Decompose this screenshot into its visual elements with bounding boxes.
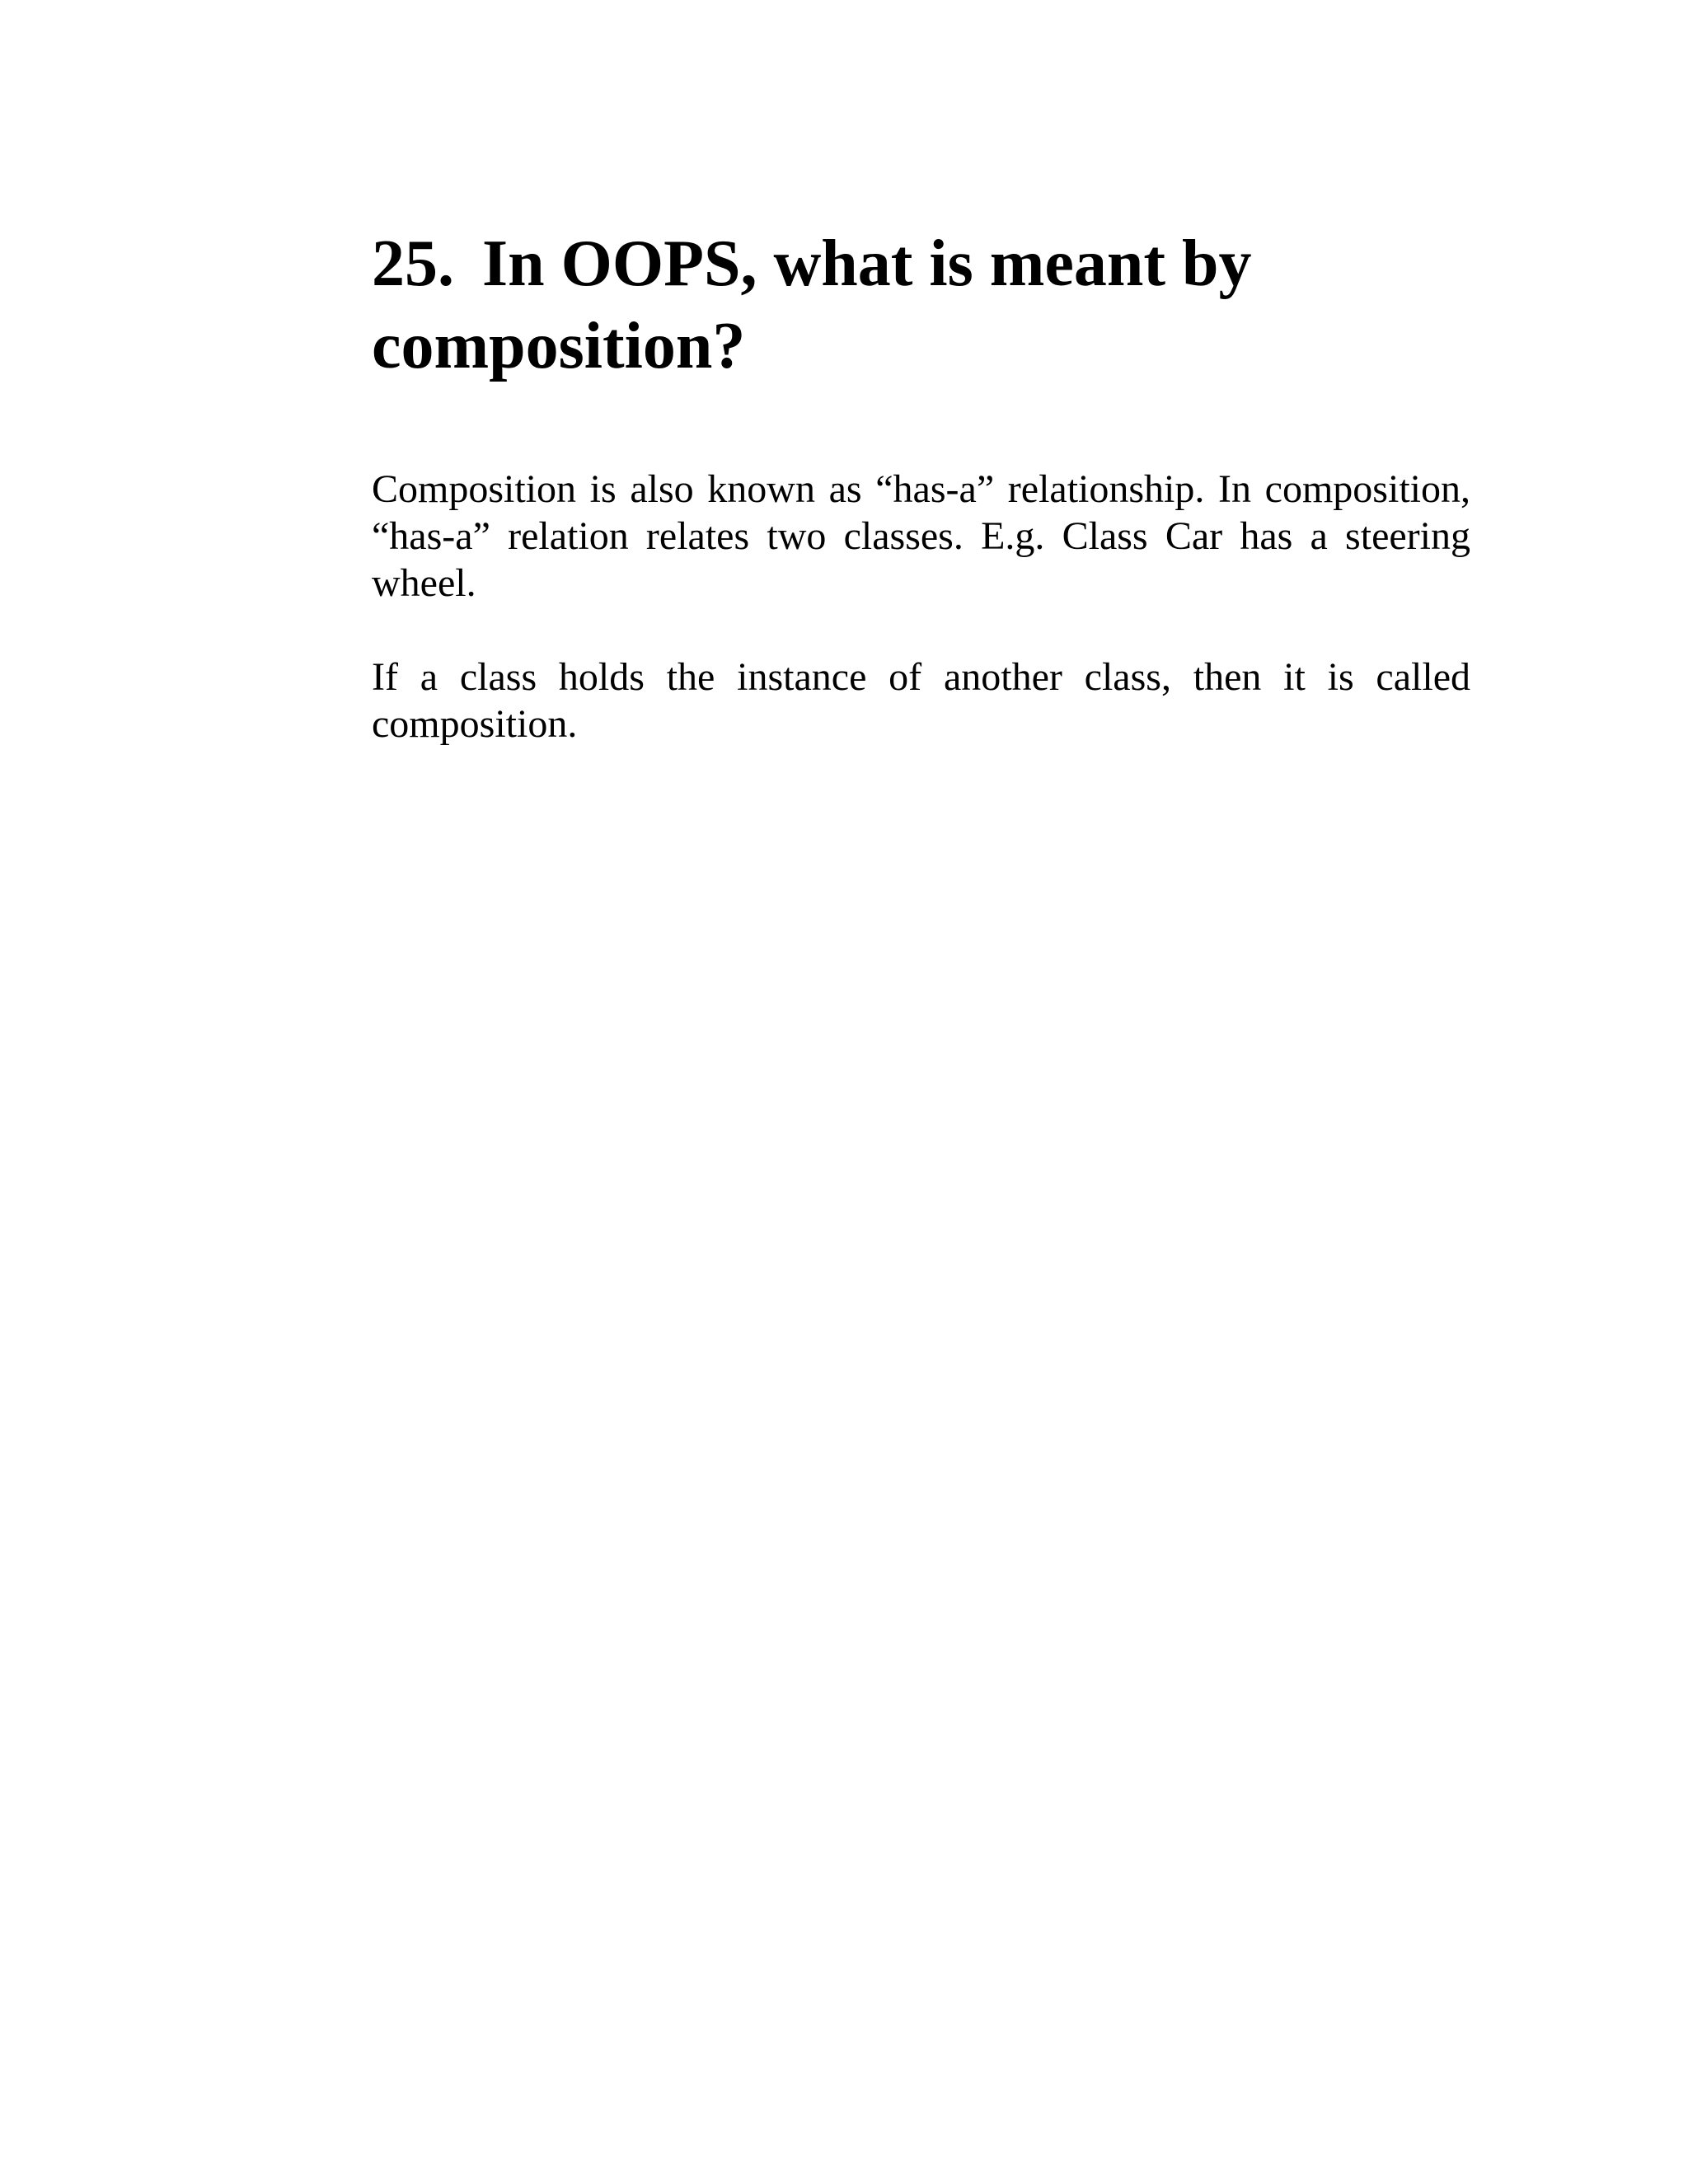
question-title: In OOPS, what is meant by composition? [372, 227, 1252, 382]
answer-paragraph: If a class holds the instance of another class, then it is called composition. [372, 655, 1470, 746]
question-number: 25. [372, 227, 454, 300]
question-heading [372, 223, 1470, 387]
answer-paragraph: Composition is also known as “has-a” relationship. In composition, “has-a” relation relates two classes. E.g. Class Car has a steering wheel. [372, 467, 1470, 605]
page-content [372, 223, 1470, 748]
